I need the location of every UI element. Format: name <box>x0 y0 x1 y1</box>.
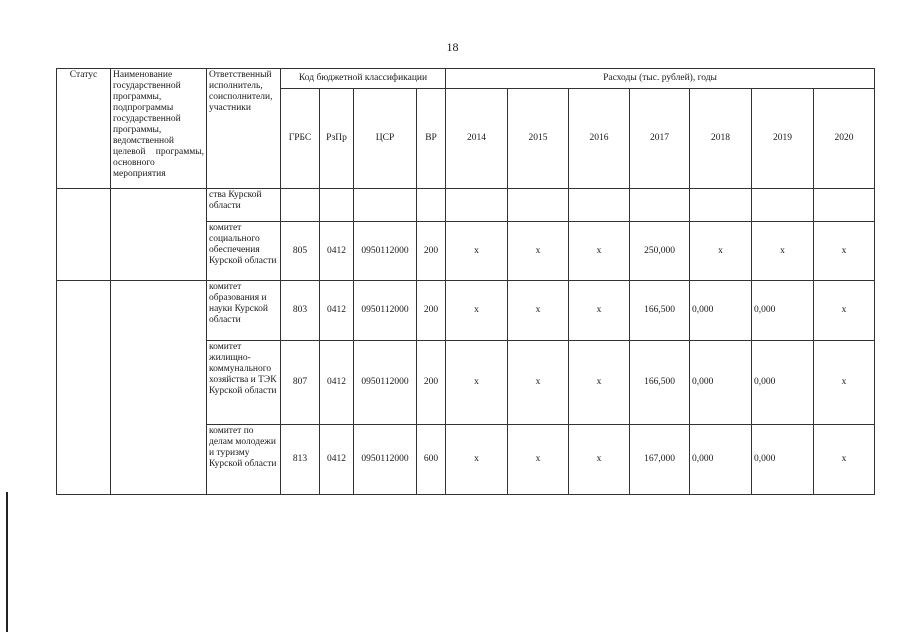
header-year: 2015 <box>508 89 569 189</box>
csr-cell <box>354 189 417 222</box>
value-cell: 250,000 <box>630 222 690 281</box>
value-cell: 0,000 <box>752 425 814 495</box>
value-cell <box>814 189 875 222</box>
header-responsible: Ответственный исполнитель, соисполнители, участники <box>207 69 281 189</box>
value-cell: х <box>752 222 814 281</box>
value-cell: 0,000 <box>690 425 752 495</box>
csr-cell: 0950112000 <box>354 222 417 281</box>
value-cell: х <box>508 222 569 281</box>
value-cell: х <box>690 222 752 281</box>
value-cell: х <box>814 281 875 341</box>
value-cell: х <box>569 281 630 341</box>
rzpr-cell <box>320 189 354 222</box>
name-cell <box>111 189 207 281</box>
grbs-cell: 813 <box>281 425 320 495</box>
vr-cell: 200 <box>417 281 446 341</box>
rzpr-cell: 0412 <box>320 222 354 281</box>
header-year: 2019 <box>752 89 814 189</box>
value-cell: 0,000 <box>690 341 752 425</box>
csr-cell: 0950112000 <box>354 425 417 495</box>
header-code-rzpr: РзПр <box>320 89 354 189</box>
header-year: 2017 <box>630 89 690 189</box>
value-cell: 166,500 <box>630 281 690 341</box>
value-cell: х <box>446 425 508 495</box>
header-expenses: Расходы (тыс. рублей), годы <box>446 69 875 89</box>
header-year: 2018 <box>690 89 752 189</box>
value-cell <box>446 189 508 222</box>
status-cell <box>57 281 111 495</box>
value-cell: х <box>569 222 630 281</box>
page-number: 18 <box>446 40 459 54</box>
value-cell <box>690 189 752 222</box>
header-code-grbs: ГРБС <box>281 89 320 189</box>
value-cell: х <box>508 425 569 495</box>
value-cell: х <box>508 281 569 341</box>
value-cell: 0,000 <box>690 281 752 341</box>
value-cell: 0,000 <box>752 281 814 341</box>
header-year: 2014 <box>446 89 508 189</box>
csr-cell: 0950112000 <box>354 341 417 425</box>
value-cell <box>630 189 690 222</box>
value-cell: 166,500 <box>630 341 690 425</box>
value-cell: х <box>814 341 875 425</box>
budget-table <box>56 68 875 495</box>
rzpr-cell: 0412 <box>320 341 354 425</box>
rzpr-cell: 0412 <box>320 281 354 341</box>
header-status: Статус <box>57 69 111 189</box>
header-name: Наименование государственной программы, подпрограммы государственной программы, ведомственной целевой программы, основного мероприятия <box>111 69 207 189</box>
header-year: 2016 <box>569 89 630 189</box>
value-cell: х <box>569 425 630 495</box>
value-cell: х <box>814 425 875 495</box>
vr-cell: 200 <box>417 222 446 281</box>
value-cell: х <box>446 222 508 281</box>
value-cell: х <box>569 341 630 425</box>
name-cell <box>111 281 207 495</box>
vr-cell: 200 <box>417 341 446 425</box>
value-cell: х <box>446 341 508 425</box>
vr-cell: 600 <box>417 425 446 495</box>
grbs-cell: 807 <box>281 341 320 425</box>
value-cell: 0,000 <box>752 341 814 425</box>
vr-cell <box>417 189 446 222</box>
header-code-vr: ВР <box>417 89 446 189</box>
status-cell <box>57 189 111 281</box>
header-budget-code: Код бюджетной классификации <box>281 69 446 89</box>
grbs-cell: 805 <box>281 222 320 281</box>
grbs-cell: 803 <box>281 281 320 341</box>
responsible-cell: комитет по делам молодежи и туризму Курской области <box>207 425 281 495</box>
responsible-cell: ства Курской области <box>207 189 281 222</box>
value-cell: 167,000 <box>630 425 690 495</box>
csr-cell: 0950112000 <box>354 281 417 341</box>
value-cell <box>752 189 814 222</box>
value-cell: х <box>508 341 569 425</box>
value-cell <box>569 189 630 222</box>
table-row <box>57 189 875 222</box>
responsible-cell: комитет социального обеспечения Курской области <box>207 222 281 281</box>
value-cell <box>508 189 569 222</box>
grbs-cell <box>281 189 320 222</box>
responsible-cell: комитет жилищно-коммунального хозяйства и ТЭК Курской области <box>207 341 281 425</box>
value-cell: х <box>814 222 875 281</box>
header-code-csr: ЦСР <box>354 89 417 189</box>
responsible-cell: комитет образования и науки Курской области <box>207 281 281 341</box>
table-row <box>57 281 875 341</box>
value-cell: х <box>446 281 508 341</box>
rzpr-cell: 0412 <box>320 425 354 495</box>
margin-rule <box>6 492 8 632</box>
header-year: 2020 <box>814 89 875 189</box>
